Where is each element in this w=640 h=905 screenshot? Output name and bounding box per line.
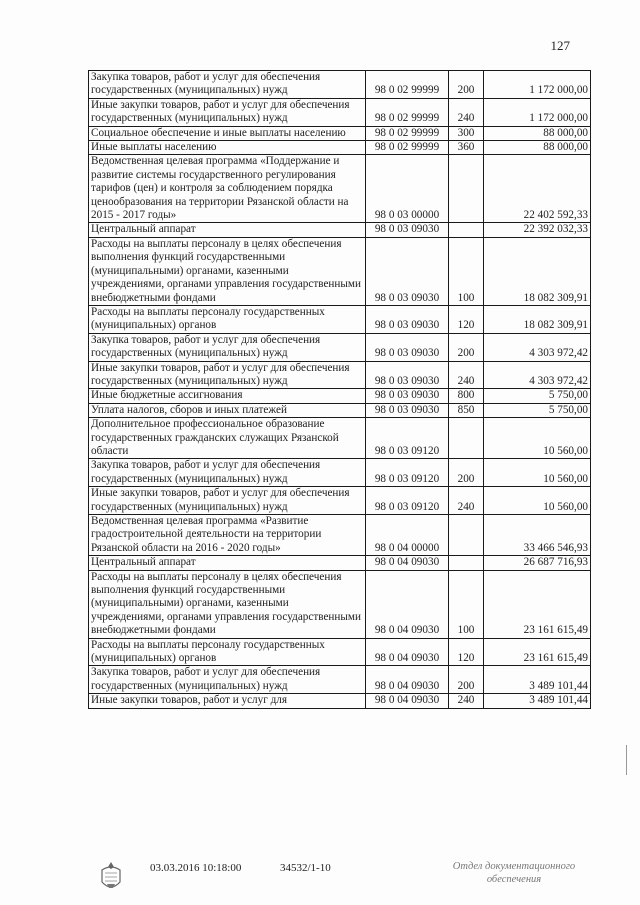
row-expense-type: [449, 515, 484, 556]
row-amount: 5 750,00: [484, 389, 591, 403]
row-target-code: 98 0 03 09030: [366, 305, 449, 333]
row-target-code: 98 0 04 09030: [366, 570, 449, 638]
table-row: [89, 459, 591, 487]
row-amount: 18 082 309,91: [484, 237, 591, 305]
row-target-code: 98 0 02 99999: [366, 141, 449, 155]
table-row: [89, 237, 591, 305]
row-name: Расходы на выплаты персоналу в целях обеспечения выполнения функций государственными (муниципальными) органами, казенными учреждениями, органами управления государственными внебюджетными фондами: [89, 570, 366, 638]
row-amount: 10 560,00: [484, 459, 591, 487]
row-name: Центральный аппарат: [89, 223, 366, 237]
row-name: Иные закупки товаров, работ и услуг для обеспечения государственных (муниципальных) нужд: [89, 361, 366, 389]
page-number: 127: [550, 38, 570, 53]
row-expense-type: 200: [449, 71, 484, 99]
row-target-code: 98 0 03 09030: [366, 237, 449, 305]
row-amount: 1 172 000,00: [484, 71, 591, 99]
table-row: [89, 98, 591, 126]
table-row: [89, 223, 591, 237]
row-target-code: 98 0 02 99999: [366, 98, 449, 126]
table-row: [89, 141, 591, 155]
row-name: Ведомственная целевая программа «Поддержание и развитие системы государственного регулирования тарифов (цен) и контроля за соблюдением порядка ценообразования на территории Рязанской области на 2015 - 2017 годы»: [89, 155, 366, 223]
row-name: Иные закупки товаров, работ и услуг для обеспечения государственных (муниципальных) нужд: [89, 487, 366, 515]
table-row: [89, 71, 591, 99]
row-target-code: 98 0 02 99999: [366, 71, 449, 99]
row-amount: 1 172 000,00: [484, 98, 591, 126]
row-amount: 23 161 615,49: [484, 570, 591, 638]
row-name: Закупка товаров, работ и услуг для обеспечения государственных (муниципальных) нужд: [89, 666, 366, 694]
row-target-code: 98 0 03 09030: [366, 403, 449, 417]
row-target-code: 98 0 03 00000: [366, 155, 449, 223]
row-target-code: 98 0 03 09120: [366, 418, 449, 459]
table-row: [89, 403, 591, 417]
row-name: Расходы на выплаты персоналу государственных (муниципальных) органов: [89, 305, 366, 333]
row-expense-type: 300: [449, 126, 484, 140]
table-row: [89, 666, 591, 694]
row-name: Ведомственная целевая программа «Развитие градостроительной деятельности на территории Рязанской области на 2016 - 2020 годы»: [89, 515, 366, 556]
row-name: Социальное обеспечение и иные выплаты населению: [89, 126, 366, 140]
row-expense-type: 200: [449, 459, 484, 487]
footer-datetime: 03.03.2016 10:18:00: [150, 862, 242, 874]
row-name: Центральный аппарат: [89, 556, 366, 570]
row-amount: 4 303 972,42: [484, 361, 591, 389]
row-target-code: 98 0 04 09030: [366, 666, 449, 694]
row-name: Уплата налогов, сборов и иных платежей: [89, 403, 366, 417]
row-name: Дополнительное профессиональное образование государственных гражданских служащих Рязанской области: [89, 418, 366, 459]
row-amount: 18 082 309,91: [484, 305, 591, 333]
row-expense-type: [449, 155, 484, 223]
table-row: [89, 418, 591, 459]
row-target-code: 98 0 04 09030: [366, 556, 449, 570]
row-name: Иные закупки товаров, работ и услуг для обеспечения государственных (муниципальных) нужд: [89, 98, 366, 126]
row-expense-type: 100: [449, 237, 484, 305]
table-row: [89, 570, 591, 638]
table-row: [89, 126, 591, 140]
row-amount: 3 489 101,44: [484, 694, 591, 708]
row-target-code: 98 0 04 00000: [366, 515, 449, 556]
row-expense-type: 800: [449, 389, 484, 403]
row-expense-type: 850: [449, 403, 484, 417]
row-amount: 3 489 101,44: [484, 666, 591, 694]
table-row: [89, 155, 591, 223]
row-name: Расходы на выплаты персоналу государственных (муниципальных) органов: [89, 638, 366, 666]
table-row: [89, 694, 591, 708]
row-target-code: 98 0 03 09030: [366, 361, 449, 389]
emblem-icon: [96, 860, 126, 894]
row-expense-type: 240: [449, 487, 484, 515]
row-amount: 5 750,00: [484, 403, 591, 417]
row-name: Иные закупки товаров, работ и услуг для: [89, 694, 366, 708]
row-target-code: 98 0 03 09120: [366, 459, 449, 487]
row-expense-type: 100: [449, 570, 484, 638]
table-row: [89, 515, 591, 556]
table-row: [89, 389, 591, 403]
row-target-code: 98 0 03 09030: [366, 333, 449, 361]
margin-mark: [626, 745, 627, 775]
row-expense-type: [449, 556, 484, 570]
row-expense-type: [449, 418, 484, 459]
row-target-code: 98 0 02 99999: [366, 126, 449, 140]
table-row: [89, 556, 591, 570]
row-name: Закупка товаров, работ и услуг для обеспечения государственных (муниципальных) нужд: [89, 459, 366, 487]
row-target-code: 98 0 04 09030: [366, 694, 449, 708]
row-expense-type: [449, 223, 484, 237]
row-amount: 10 560,00: [484, 418, 591, 459]
row-expense-type: 240: [449, 98, 484, 126]
department-stamp: Отдел документационного обеспечения: [452, 861, 576, 885]
row-expense-type: 120: [449, 305, 484, 333]
row-expense-type: 120: [449, 638, 484, 666]
row-amount: 88 000,00: [484, 141, 591, 155]
row-amount: 22 392 032,33: [484, 223, 591, 237]
row-expense-type: 200: [449, 333, 484, 361]
row-name: Иные выплаты населению: [89, 141, 366, 155]
table-row: [89, 333, 591, 361]
page-footer: [0, 858, 640, 898]
budget-table: [88, 70, 591, 709]
row-target-code: 98 0 03 09030: [366, 223, 449, 237]
row-expense-type: 360: [449, 141, 484, 155]
table-row: [89, 487, 591, 515]
row-amount: 23 161 615,49: [484, 638, 591, 666]
footer-reference: 34532/1-10: [280, 862, 331, 874]
row-target-code: 98 0 03 09120: [366, 487, 449, 515]
row-expense-type: 240: [449, 694, 484, 708]
table-row: [89, 361, 591, 389]
row-expense-type: 240: [449, 361, 484, 389]
table-row: [89, 305, 591, 333]
row-amount: 4 303 972,42: [484, 333, 591, 361]
row-amount: 22 402 592,33: [484, 155, 591, 223]
row-amount: 33 466 546,93: [484, 515, 591, 556]
row-name: Закупка товаров, работ и услуг для обеспечения государственных (муниципальных) нужд: [89, 71, 366, 99]
row-name: Иные бюджетные ассигнования: [89, 389, 366, 403]
row-expense-type: 200: [449, 666, 484, 694]
row-target-code: 98 0 04 09030: [366, 638, 449, 666]
table-row: [89, 638, 591, 666]
row-amount: 26 687 716,93: [484, 556, 591, 570]
row-target-code: 98 0 03 09030: [366, 389, 449, 403]
row-amount: 10 560,00: [484, 487, 591, 515]
row-name: Закупка товаров, работ и услуг для обеспечения государственных (муниципальных) нужд: [89, 333, 366, 361]
row-amount: 88 000,00: [484, 126, 591, 140]
row-name: Расходы на выплаты персоналу в целях обеспечения выполнения функций государственными (муниципальными) органами, казенными учреждениями, органами управления государственными внебюджетными фондами: [89, 237, 366, 305]
